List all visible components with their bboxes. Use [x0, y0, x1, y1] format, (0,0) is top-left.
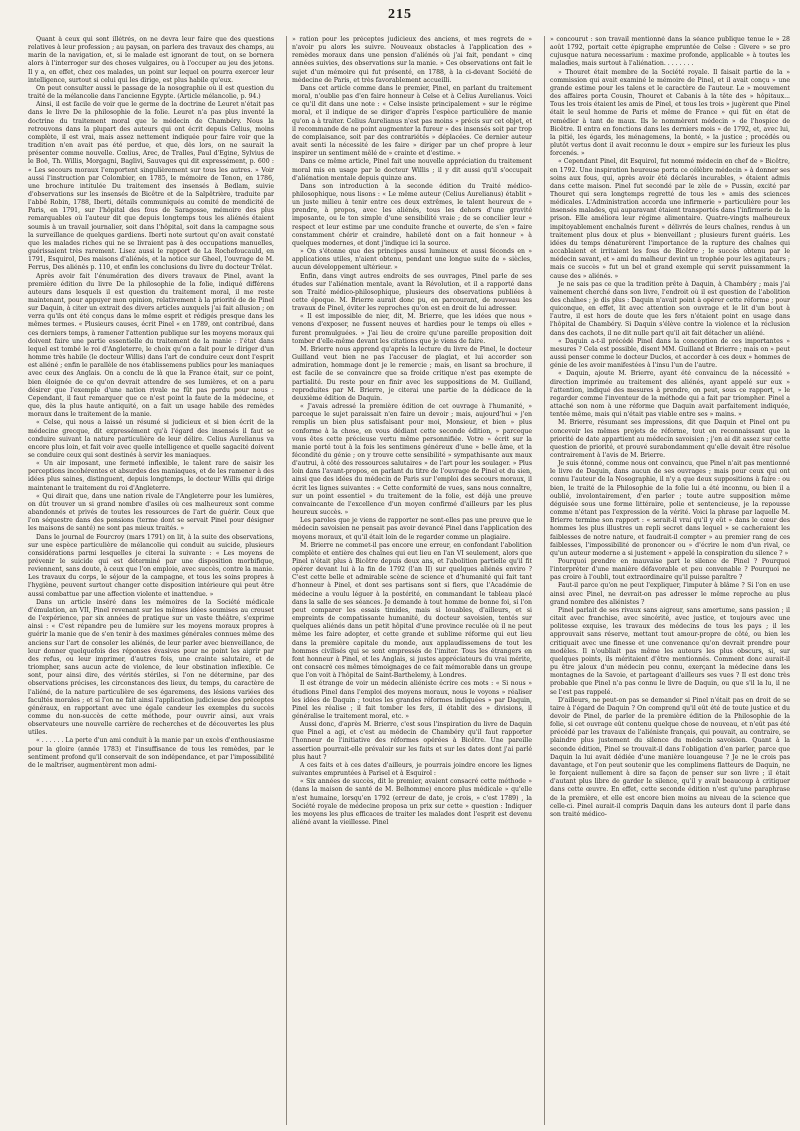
text-column-right	[544, 36, 790, 1125]
paragraph: » concourut : son travail mentionné dans la séance publique tenue le » 28 août 1792, portait cette épigraphe empruntée de Celse : Givere » se pro cujusque natura necessarium : maxime profonde, applicable » à toutes les maladies, mais surtout à l'aliénation. . . . . . . .	[550, 36, 790, 68]
paragraph: A ces faits et à ces dates d'ailleurs, je pourrais joindre encore les lignes suivantes empruntées à Parisel et à Esquirol :	[292, 761, 532, 778]
paragraph: Pourquoi prendre en mauvaise part le silence de Pinel ? Pourquoi l'interpréter d'une manière défavorable et peu convenable ? Pourquoi ne pas croire à l'oubli, tout extraordinaire qu'il puisse paraître ?	[550, 558, 790, 582]
paragraph: Ainsi, il est facile de voir que le germe de la doctrine de Leuret n'était pas dans le livre De la philosophie de la folie. Leuret n'a pas plus inventé la doctrine du traitement moral que le médecin de Chambéry. Nous la retrouvons dans la plupart des auteurs qui ont écrit depuis Celius, moins complète, il est vrai, mais assez nettement indiquée pour faire voir que la tradition n'en avait pas été perdue, et que, dès lors, on ne saurait la présenter comme nouvelle. Cœlius, Arec, de Tralles, Paul d'Egine, Sylvius de le Boë, Th. Willis, Morgagni, Baglivi, Sauvages qui dit expressément, p. 600 : « Les secours moraux l'emportent singulièrement sur tous les autres. » Voir aussi l'instruction par Colombier, en 1785, le mémoire de Tenon, en 1786, une brochure intitulée Du traitement des insensés à Bedlam, suivie d'observations sur les insensés de Bicêtre et de la Salpêtrière, traduite par l'abbé Robin, 1788, Iberti, détails communiqués au comité de mendicité de Paris, en 1791, sur l'hôpital des fous de Saragosse, mémoire des plus remarquables où l'auteur dit que depuis longtemps tous les aliénés étaient soumis à un travail journalier, soit dans l'hôpital, soit dans la campagne sous la surveillance de quelques gardiens. Iberti note surtout qu'on avait constaté que les malades riches qui ne se livraient pas à des occupations manuelles, guérissaient très rarement. Lisez aussi le rapport de La Rochefoucauld, en 1791, Esquirol, Des maisons d'aliénés, et la notice sur Gheel, l'ouvrage de M. Ferrus, Des aliénés p. 110, et enfin les conclusions du livre du docteur Trélat.	[28, 101, 274, 272]
paragraph: Aussi donc, d'après M. Brierre, c'est sous l'inspiration du livre de Daquin que Pinel a agi, et c'est au médecin de Chambéry qu'il faut rapporter l'honneur de l'initiative des réformes opérées à Bicêtre. Une pareille assertion pourrait-elle prévaloir sur les faits et sur les dates dont j'ai parlé plus haut ?	[292, 721, 532, 761]
paragraph: M. Brierre, résumant ses impressions, dit que Daquin et Pinel ont pu concevoir les mêmes projets de réforme, tout en reconnaissant que la priorité de date appartient au médecin savoisien ; j'en ai dit assez sur cette question de priorité, et prouvé surabondamment qu'elle devait être résolue contrairement à l'avis de M. Brierre.	[550, 419, 790, 459]
paragraph: Enfin, dans vingt autres endroits de ses ouvrages, Pinel parle de ses études sur l'aliénation mentale, avant la Révolution, et il a rapporté dans son Traité médico-philosophique, plusieurs des observations publiées à cette époque. M. Brierre aurait donc pu, en parcourant, de nouveau les travaux de Pinel, éviter les reproches qu'on est en droit de lui adresser.	[292, 272, 532, 313]
paragraph: Dans ce même article, Pinel fait une nouvelle appréciation du traitement moral mis en usage par le docteur Willis ; il y dit aussi qu'il s'occupait d'aliénation mentale depuis quinze ans.	[292, 158, 532, 182]
paragraph: « J'avais adressé la première édition de cet ouvrage à l'humanité, » parceque le sujet paraissait n'en faire un devoir ; mais, aujourd'hui » j'en remplis un bien plus satisfaisant pour moi, Monsieur, et bien » plus conforme à la chose, en vous dédiant cette seconde édition, » parceque vous êtes cette précieuse vertu même personnifiée. Votre » écrit sur la manie porté tout à la fois les sentimens généreux d'une » belle âme, et la fécondité du génie ; on y trouve cette sensibilité » sympathisante aux maux d'autrui, à côté des ressources salutaires » de l'art pour les soulager. » Plus loin dans l'avant-propos, en parlant du titre de l'ouvrage de Pinel et du sien, ainsi que des idées du médecin de Paris sur l'emploi des secours moraux, il écrit les lignes suivantes : « Cette conformité de vues, sans nous connaître, sur un point essentiel » du traitement de la folie, est déjà une preuve convaincante de l'excellence d'un moyen confirmé d'ailleurs par les plus heureux succès. »	[292, 403, 532, 517]
paragraph: « Qui dirait que, dans une nation rivale de l'Angleterre pour les lumières, on dût trouver un si grand nombre d'asiles où ces malheureux sont comme abandonnés et privés de toutes les ressources de l'art de guérir. Ceux que l'on séquestre dans des pensions (terme dont se servait Pinel pour désigner les maisons de santé) ne sont pas mieux traités. »	[28, 492, 274, 533]
text-column-middle	[286, 36, 532, 1125]
text-column-left	[28, 36, 274, 1125]
paragraph: » On s'étonne que des principes aussi lumineux et aussi féconds en » applications utiles, n'aient obtenu, pendant une longue suite de » siècles, aucun développement ultérieur. »	[292, 248, 532, 272]
paragraph: M. Brierre ne commet-il pas encore une erreur, en confondant l'abolition complète et entière des chaînes qui eut lieu en l'an VI seulement, alors que Pinel n'était plus à Bicêtre depuis deux ans, et l'abolition partielle qu'il fit opérer devant lui à la fin de 1792 (l'an II) sur quelques aliénés enviro ? C'est cette belle et admirable scène de science et d'humanité qui fait tant d'honneur à Pinel, et dont ses partisans sont si fiers, que l'Académie de médecine a voulu léguer à la postérité, en commandant le tableau placé dans la salle de ses séances. Je demande à tout homme de bonne foi, si l'on peut comparer les essais timides, mais si louables, d'ailleurs, et si empreints de compatissante humanité, du docteur savoisien, tentés sur quelques aliénés dans un petit hôpital d'une province reculée où il ne peut même les faire adopter, et cette grande et sublime réforme qui eut lieu dans la première capitale du monde, aux applaudissemens de tout les hommes civilisés qui se sont empressés de l'imiter. Tous les étrangers en font honneur à Pinel, et les Anglais, si justes appréciateurs du vrai mérite, ont consacré ces mêmes témoignages de ce fait mémorable dans un groupe que l'on voit à l'hôpital de Saint-Barthelemy, à Londres.	[292, 541, 532, 680]
paragraph: Je suis étonné, comme nous ont convaincu, que Pinel n'ait pas mentionné le livre de Daquin, dans aucun de ses ouvrages ; mais pour ceux qui ont connu l'auteur de la Nosographie, il n'y a que deux suppositions à faire : ou bien, le traité de la Philosophie de la folie lui a été inconnu, ou bien il a oublié, involontairement, d'en parler ; toute autre supposition même déguisée sous une forme littéraire, polie et sentencieuse, je la repousse comme n'étant pas l'expression de la vérité. Voici la phrase par laquelle M. Brierre termine son rapport : « serait-il vrai qu'il y eût » dans le cœur des hommes les plus illustres un repli secret dans lequel » se cacheraient les faiblesses de notre nature, et faudrait-il compter » au premier rang de ces faiblesses, l'impossibilité de prononcer ou » d'écrire le nom d'un rival, ce qu'un auteur moderne a si justement » appelé la conspiration du silence ? »	[550, 460, 790, 557]
text-columns	[28, 36, 790, 1125]
paragraph: Dans un article inséré dans les mémoires de la Société médicale d'émulation, an VII, Pinel revenant sur les mêmes idées soumises au creuset de l'expérience, par six années de pratique sur un vaste théâtre, s'exprime ainsi : « C'est répandre peu de lumière sur les moyens moraux propres à guérir la manie que de s'en tenir à des maximes générales connues même des anciens sur l'art de consoler les aliénés, de leur parler avec bienveillance, de leur donner quelquefois des réponses évasives pour ne point les aigrir par des refus, ou leur imprimer, d'autres fois, une crainte salutaire, et de triompher, sans aucun acte de violence, de leur obstination inflexible. Ce sont, pour ainsi dire, des vérités stériles, si l'on ne détermine, par des observations précises, les circonstances des lieux, du temps, du caractère de l'aliéné, de la nature particulière de ses égaremens, des lésions variées des facultés morales ; et si l'on ne fait ainsi l'application judicieuse des préceptes généraux, en rapportant avec une égale candeur les exemples du succès comme du non-succès de cette méthode, pour ouvrir ainsi, aux vrais observateurs une nouvelle carrière de recherches et de découvertes les plus utiles.	[28, 598, 274, 737]
paragraph: » Thouret était membre de la Société royale. Il faisait partie de la » commission qui avait examiné le mémoire de Pinel, et il avait conçu » une grande estime pour les talens et le caractère de l'auteur. Le » mouvement des affaires porta Cousin, Thouret et Cabanis à la tête des » hôpitaux... Tous les trois étaient les amis de Pinel, et tous les trois » jugèrent que Pinel était le seul homme de Paris et même de France » qui fût en état de remédier à tant de maux. Ils le nommèrent médecin » de l'hospice de Bicêtre. Il entra en fonctions dans les derniers mois » de 1792, et, avec lui, la pitié, les égards, les ménagemens, la bonté, » la justice ; procédés ou plutôt vertus dont il avait reconnu le doux » empire sur les furieux les plus forcenés. »	[550, 68, 790, 158]
paragraph: « Daquin, ajoute M. Brierre, ayant été convaincu de la nécessité » direction imprimée au traitement des aliénés, ayant appelé sur eux » l'attention, indiqué des mesures à prendre, on peut, sous ce rapport, » le regarder comme l'inventeur de la méthode qui a fait par triompher. Pinel a attaché son nom à une réforme que Daquin avait parfaitement indiquée, tentée même, mais qui n'était pas viable entre ses » mains. »	[550, 370, 790, 419]
paragraph: « Six années de succès, dit le premier, avaient consacré cette méthode » (dans la maison de santé de M. Belhomme) encore plus médicale » qu'elle n'est humaine, lorsqu'en 1792 (erreur de date, je crois, » c'est 1789) , la Société royale de médecine proposa un prix sur cette » question : Indiquer les moyens les plus efficaces de traiter les malades dont l'esprit est devenu aliéné avant la vieillesse. Pinel	[292, 778, 532, 826]
paragraph: Faut-il parce qu'on ne peut l'expliquer, l'imputer à blâme ? Si l'on en use ainsi avec Pinel, ne devrait-on pas adresser le même reproche au plus grand nombre des aliénistes ?	[550, 582, 790, 606]
paragraph: Dans le journal de Fourcroy (mars 1791) on lit, à la suite des observations, sur une espèce particulière de mélancolie qui conduit au suicide, plusieurs considérations parmi lesquelles je citerai la suivante : « Les moyens de prévenir le suicide qui est déterminé par une disposition morbifique, reviennent, sans doute, à ceux que l'on emploie, avec succès, contre la manie. Les travaux du corps, le séjour de la campagne, et tous les soins propres à l'hygiène, peuvent surtout changer cette disposition intérieure qui peut être aussi combattue par une affection violente et inattendue. »	[28, 533, 274, 598]
paragraph: Après avoir fait l'énumération des divers travaux de Pinel, avant la première édition du livre De la philosophie de la folie, indiqué différens auteurs dans lesquels il est question du traitement moral, il me reste maintenant, pour appuyer mon opinion, relativement à la priorité de de Pinel sur Daquin, à citer un extrait des divers articles auxquels j'ai fait allusion ; on verra qu'ils ont été conçus dans le même esprit et rédigés presque dans les mêmes termes. « Plusieurs causes, écrit Pinel « en 1789, ont contribué, dans ces derniers temps, à ramener l'attention publique sur les moyens moraux qui doivent faire une partie essentielle du traitement de la manie : l'état dans lequel est tombé le roi d'Angleterre, le choix qu'on a fait pour le diriger d'un homme très habile (le docteur Willis) dans l'art de conduire ceux dont l'esprit est aliéné ; enfin le parallèle de nos établissemens publics pour les maniaques avec ceux des Anglais. On a conclu de là que la France était, sur ce point, bien éloignée de ce qu'on devrait attendre de ses lumières, et on a paru désirer que l'exemple d'une nation rivale ne fût pas perdu pour nous : Cependant, il faut remarquer que ce n'est point la faute de la médecine, et que, dès la plus haute antiquité, on a fait un usage habile des remèdes moraux dans le traitement de la manie.	[28, 272, 274, 419]
paragraph: Les paroles que je viens de rapporter ne sont-elles pas une preuve que le médecin savoisien ne pensait pas avoir devancé Pinel dans l'application des moyens moraux, et qu'il était loin de le regarder comme un plagiaire.	[292, 517, 532, 541]
paragraph: « Celse, qui nous a laissé un résumé si judicieux et si bien écrit de la médecine grecque, dit expressément qu'à l'égard des insensés il faut se conduire suivant la nature particulière de leur délire. Celius Aurelianus va encore plus loin, et fait voir avec quelle intelligence et quelle sagacité doivent se conduire ceux qui sont destinés à servir les maniaques.	[28, 419, 274, 459]
paragraph: Dans cet article comme dans le premier, Pinel, en parlant du traitement moral, n'oublie pas d'en faire honneur à Celse et à Celius Aurelianus. Voici ce qu'il dit dans une note : « Celse insiste principalement » sur le régime moral, et il indique de se diriger d'après l'espèce particulière de manie qu'on a à traiter. Celius Aurelianus n'est pas moins » précis sur cet objet, et il recommande de ne point augmenter la fureur » des insensés soit par trop de complaisance, soit par des contrariétés » déplacées. Ce dernier auteur avait senti la nécessité de les faire » diriger par un chef propre à leur inspirer un sentiment mêlé de » crainte et d'estime. »	[292, 84, 532, 158]
paragraph: « Il est impossible de nier, dit, M. Brierre, que les idées que nous » venons d'exposer, ne fussent neuves et hardies pour le temps où elles » furent promulguées. » J'ai lieu de croire qu'une pareille proposition doit tomber d'elle-même devant les citations que je viens de faire.	[292, 313, 532, 345]
paragraph: Quant à ceux qui sont illétrés, on ne devra leur faire que des questions relatives à leur profession ; au paysan, on parlera des travaux des champs, au marin de la navigation, et, si le malade est ignorant de tout, on se bornera alors à l'interroger sur des choses vulgaires, ou à l'occuper au jeu des jetons. Il y a, en effet, chez ces malades, un point sur lequel on pourra exercer leur intelligence, surtout si celui qui les dirige, est plus habile qu'eux.	[28, 36, 274, 84]
paragraph: Je ne sais pas ce que la tradition prête à Daquin, à Chambéry ; mais j'ai vainement cherché dans son livre, l'endroit où il est question de l'abolition des chaînes ; je dis plus : Daquin n'avait point à opérer cette réforme ; pour quiconque, en effet, lit avec attention son ouvrage et le lit d'un bout à l'autre, il est hors de doute que les fers n'étaient point en usage dans l'hôpital de Chambéry. Si Daquin s'élève contre la violence et la réclusion dans des cachots, il ne dit nulle part qu'il ait fait détacher un aliéné.	[550, 280, 790, 337]
paragraph: « . . . . . . La perte d'un ami conduit à la manie par un excès d'enthousiasme pour la gloire (année 1783) et l'insuffisance de tous les remèdes, par le sentiment profond qu'il conservait de son indépendance, et par l'impossibilité de le maîtriser, augmentèrent mon admi-	[28, 737, 274, 769]
paragraph: « Daquin a-t-il précédé Pinel dans la conception de ces importantes » mesures ? Cela est possible, disent MM. Guilland et Brierre ; mais on » peut aussi penser comme le docteur Duclos, et accorder à ces deux » hommes de génie de les avoir manifestées à l'insu l'un de l'autre.	[550, 337, 790, 370]
paragraph: « Un air imposant, une fermeté inflexible, le talent rare de saisir les perceptions incohérentes et absurdes des maniaques, et de les ramener à des idées plus saines, distinguent, depuis longtemps, le docteur Willis qui dirige maintenant le traitement du roi d'Angleterre.	[28, 460, 274, 492]
paragraph: M. Brierre nous apprend qu'après la lecture du livre de Pinel, le docteur Guilland veut bien ne pas l'accuser de plagiat, et lui accorder son admiration, hommage dont je le remercie ; mais, en lisant sa brochure, il est facile de se convaincre que sa froide critique n'est pas exempte de partialité. Du reste pour en finir avec les suppositions de M. Guilland, reproduites par M. Brierre, je citerai une partie de la dédicace de la deuxième édition de Daquin.	[292, 345, 532, 402]
paragraph: D'ailleurs, ne peut-on pas se demander si Pinel n'était pas en droit de se taire à l'égard de Daquin ? On comprend qu'il eût été de toute justice et du devoir de Pinel, de parler de la première édition de la Philosophie de la folie, si cet ouvrage eût contenu quelque chose de nouveau, et n'eût pas été précédé par les travaux de l'aliéniste français, qui pouvait, au contraire, se plaindre plus justement du silence du médecin savoisien. Quant à la seconde édition, Pinel se trouvait-il dans l'obligation d'en parler, parce que Daquin la lui avait dédiée d'une manière louangeuse ? Je ne le crois pas davantage, et l'on peut soutenir que les complimens flatteurs de Daquin, ne le forçaient nullement à dire sa façon de penser sur son livre ; il était d'autant plus libre de garder le silence, qu'il y avait beaucoup à critiquer dans cette œuvre. En effet, cette seconde édition n'est qu'une paraphrase de la première, et elle est encore bien moins au niveau de la science que celle-ci. Pinel aurait-il compris Daquin dans les auteurs dont il parle dans son traité médico-	[550, 696, 790, 818]
paragraph: Dans son introduction à la seconde édition du Traité médico-philosophique, nous lisons : « Le même auteur (Celius Aurelianus) établit » un juste milieu à tenir entre ces deux extrêmes, le talent heureux de » prendre, à propos, avec les aliénés, tous les dehors d'une gravité imposante, ou le ton simple d'une sensibilité vraie ; de se concilier leur » respect et leur estime par une conduite franche et ouverte, de s'en » faire constamment chérir et craindre, habileté dont on a fait honneur » à quelques modernes, et dont j'indique ici la source.	[292, 182, 532, 247]
paragraph: » ration pour les préceptes judicieux des anciens, et mes regrets de » n'avoir pu alors les suivre. Nouveaux obstacles à l'application des » remèdes moraux dans une pension d'aliénés où j'ai fait, pendant » cinq années suivies, des observations sur la manie. » Ces observations ont fait le sujet d'un mémoire qui fut présenté, en 1788, à la ci-devant Société de médecine de Paris, et très favorablement accueilli.	[292, 36, 532, 84]
paragraph: « Cependant Pinel, dit Esquirol, fut nommé médecin en chef de » Bicêtre, en 1792. Une inspiration heureuse porta ce célèbre médecin » à donner ses soins aux fous, qui, après avoir été déclarés incurables, » étaient admis dans cette maison. Pinel fut secondé par le zèle de » Pussin, excité par Thouret qui sera longtemps regretté de tous les » amis des sciences médicales. L'Administration accorda une infirmerie » particulière pour les insensés malades, qui auparavant étaient transportés dans l'infirmerie de la prison. Elle améliora leur régime alimentaire. Quatre-vingts malheureux impitoyablement enchaînés furent » délivrés de leurs chaînes, rendus à un traitement plus doux et plus » bienveillant ; plusieurs furent guéris. Les idées du temps dénaturèrent l'importance de la rupture des chaînes qui accablaient et irritaient les fous de Bicêtre ; le succès obtenu par le médecin savant, et » ami du malheur devint un trophée pour les agitateurs ; mais ce succès » fut un bel et grand exemple qui servit puissamment la cause des » aliénés. »	[550, 158, 790, 280]
paragraph: On peut consulter aussi le passage de la nosographie où il est question du traité de la mélancolie dans l'ancienne Egypte. (Article mélancolie, p. 94.)	[28, 84, 274, 101]
page-number: 215	[388, 7, 412, 22]
paragraph: Pinel parlait de ses rivaux sans aigreur, sans amertume, sans passion ; il citait avec franchise, avec sincérité, avec justice, et toujours avec une politesse exquise, les travaux des médecins de tous les pays ; il les approuvait sans réserve, mettant tout amour-propre de côté, ou bien les critiquait avec une finesse et une convenance qu'on devrait prendre pour modèles. Il n'oubliait pas même les auteurs les plus obscurs, si, sur quelques points, ils méritaient d'être mentionnés. Comment donc aurait-il pu être jaloux d'un médecin peu connu, exerçant la médecine dans les montagnes de la Savoie, et partageant d'ailleurs ses vues ? Il est donc très probable que Pinel n'a pas connu le livre de Daquin, ou que s'il la lu, il ne se l'est pas rappelé.	[550, 606, 790, 696]
paragraph: Il est étrange de voir un médecin aliéniste écrire ces mots : « Si nous » étudions Pinel dans l'emploi des moyens moraux, nous le voyons » réaliser les idées de Daquin ; toutes les grandes réformes indiquées » par Daquin, Pinel les réalise ; il fait tomber les fers, il établit des » divisions, il généralise le traitement moral, etc. »	[292, 680, 532, 720]
